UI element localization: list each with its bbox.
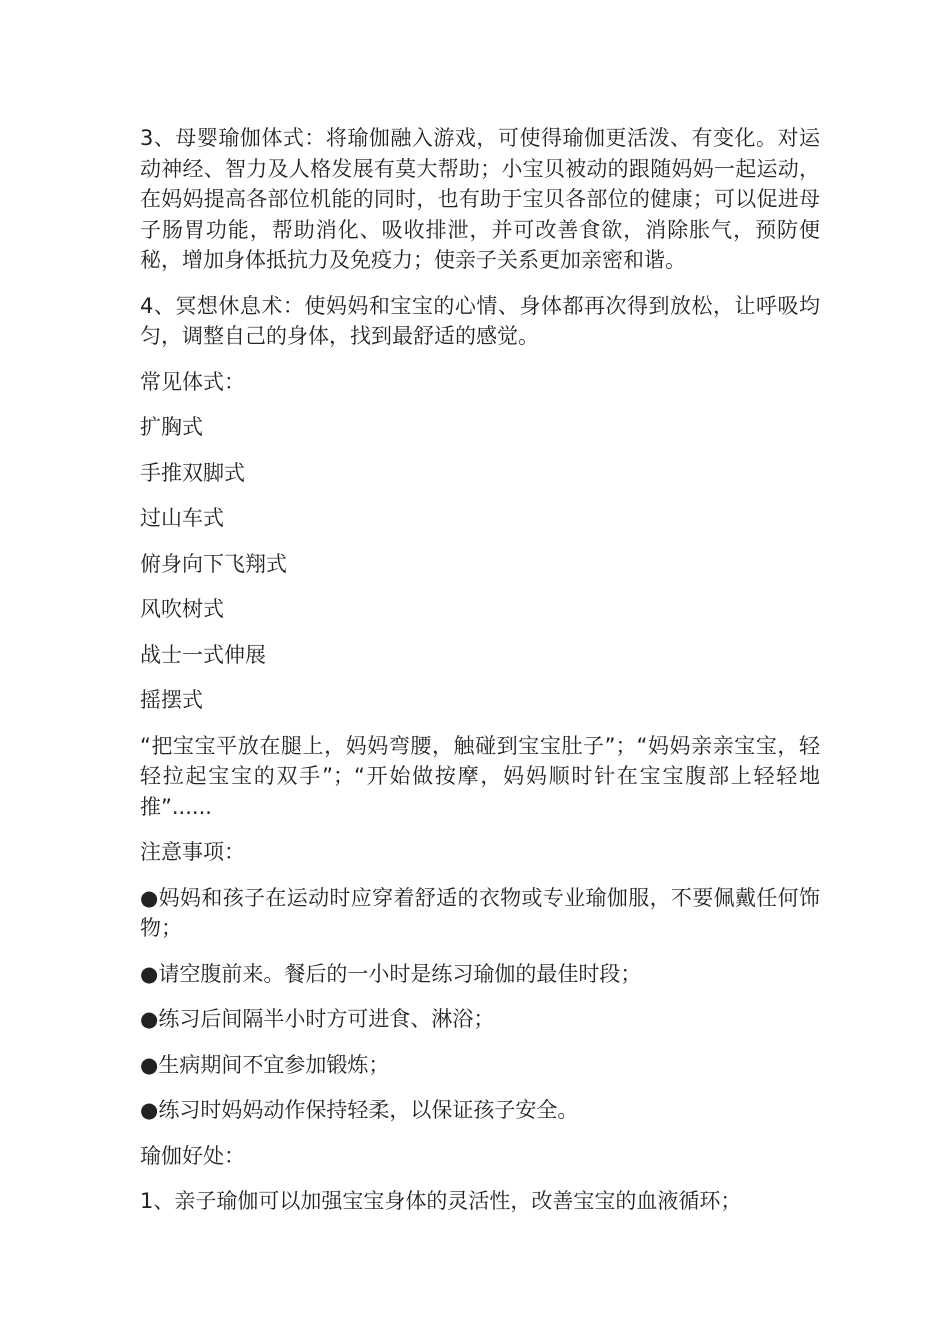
pose-item: 战士一式伸展: [140, 642, 266, 667]
precaution-item: ●练习时妈妈动作保持轻柔，以保证孩子安全。: [140, 1098, 579, 1122]
benefit-item: 1、亲子瑜伽可以加强宝宝身体的灵活性，改善宝宝的血液循环；: [140, 1189, 742, 1213]
paragraph-instructions-quote: “把宝宝平放在腿上，妈妈弯腰，触碰到宝宝肚子”；“妈妈亲亲宝宝，轻轻拉起宝宝的双手”；“开始做按摩，妈妈顺时针在宝宝腹部上轻轻地推”......: [140, 733, 820, 819]
precaution-item: ●妈妈和孩子在运动时应穿着舒适的衣物或专业瑜伽服，不要佩戴任何饰物；: [140, 885, 820, 940]
pose-item: 风吹树式: [140, 597, 224, 621]
precaution-item: ●练习后间隔半小时方可进食、淋浴；: [140, 1007, 495, 1031]
pose-item: 过山车式: [140, 506, 224, 530]
precaution-item: ●请空腹前来。餐后的一小时是练习瑜伽的最佳时段；: [140, 961, 642, 986]
paragraph-yoga-poses: 3、母婴瑜伽体式：将瑜伽融入游戏，可使得瑜伽更活泼、有变化。对运动神经、智力及人格发展有莫大帮助；小宝贝被动的跟随妈妈一起运动，在妈妈提高各部位机能的同时，也有助于宝贝各部位的健康；可以促进母子肠胃功能，帮助消化、吸收排泄，并可改善食欲，消除胀气，预防便秘，增加身体抵抗力及免疫力；使亲子关系更加亲密和谐。: [140, 126, 820, 272]
pose-item: 扩胸式: [140, 415, 203, 439]
heading-precautions: 注意事项：: [140, 840, 245, 864]
pose-item: 手推双脚式: [140, 460, 245, 485]
pose-item: 俯身向下飞翔式: [140, 551, 287, 576]
heading-common-poses: 常见体式：: [140, 369, 245, 394]
pose-item: 摇摆式: [140, 688, 203, 712]
heading-yoga-benefits: 瑜伽好处：: [140, 1143, 245, 1168]
paragraph-meditation: 4、冥想休息术：使妈妈和宝宝的心情、身体都再次得到放松，让呼吸均匀，调整自己的身体，找到最舒适的感觉。: [140, 293, 820, 348]
precaution-item: ●生病期间不宜参加锻炼；: [140, 1052, 390, 1077]
document-page: [140, 123, 820, 1232]
